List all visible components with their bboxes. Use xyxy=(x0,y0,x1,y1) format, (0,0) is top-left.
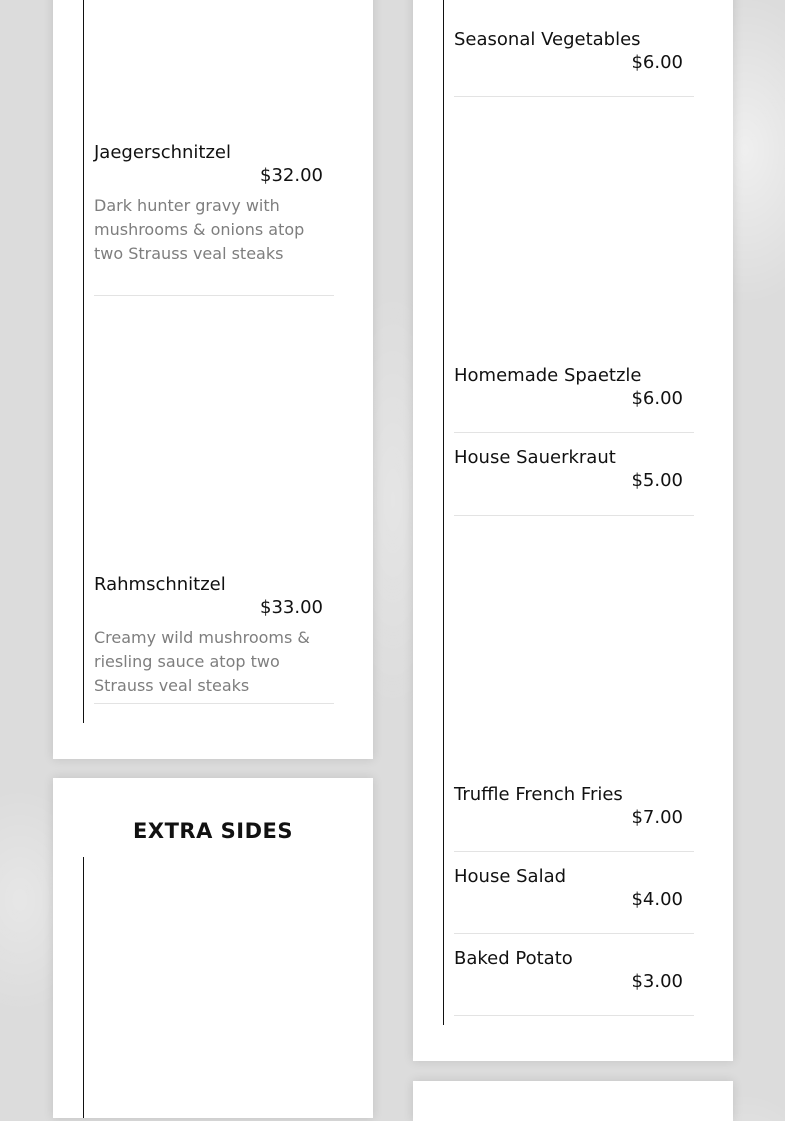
item-price: $6.00 xyxy=(631,388,683,409)
next-card xyxy=(413,1081,733,1121)
timeline-line xyxy=(83,0,84,723)
menu-item-jaegerschnitzel xyxy=(94,141,334,296)
menu-item-truffle-french-fries xyxy=(454,783,694,852)
item-description: Creamy wild mushrooms & riesling sauce atop two Strauss veal steaks xyxy=(94,628,310,695)
item-name: Baked Potato xyxy=(454,948,573,969)
menu-item-rahmschnitzel xyxy=(94,573,334,704)
item-price: $33.00 xyxy=(260,597,323,618)
extra-sides-card xyxy=(53,778,373,1118)
item-price: $3.00 xyxy=(631,971,683,992)
item-description: Dark hunter gravy with mushrooms & onions atop two Strauss veal steaks xyxy=(94,196,305,263)
item-name: Jaegerschnitzel xyxy=(94,142,231,163)
item-price: $32.00 xyxy=(260,165,323,186)
item-price: $7.00 xyxy=(631,807,683,828)
menu-item-house-sauerkraut xyxy=(454,446,694,516)
item-name: Homemade Spaetzle xyxy=(454,365,642,386)
item-name: House Sauerkraut xyxy=(454,447,616,468)
menu-item-baked-potato xyxy=(454,947,694,1016)
item-name: House Salad xyxy=(454,866,567,887)
item-name: Seasonal Vegetables xyxy=(454,29,641,50)
timeline-line xyxy=(443,0,444,1025)
entrees-card xyxy=(53,0,373,759)
sides-card xyxy=(413,0,733,1061)
menu-item-homemade-spaetzle xyxy=(454,364,694,433)
item-price: $4.00 xyxy=(631,889,683,910)
menu-item-seasonal-vegetables xyxy=(454,28,694,97)
menu-item-house-salad xyxy=(454,865,694,934)
item-price: $6.00 xyxy=(631,52,683,73)
timeline-line xyxy=(83,857,84,1118)
section-title: EXTRA SIDES xyxy=(133,819,293,843)
item-name: Truffle French Fries xyxy=(454,784,623,805)
item-price: $5.00 xyxy=(631,470,683,491)
item-name: Rahmschnitzel xyxy=(94,574,226,595)
